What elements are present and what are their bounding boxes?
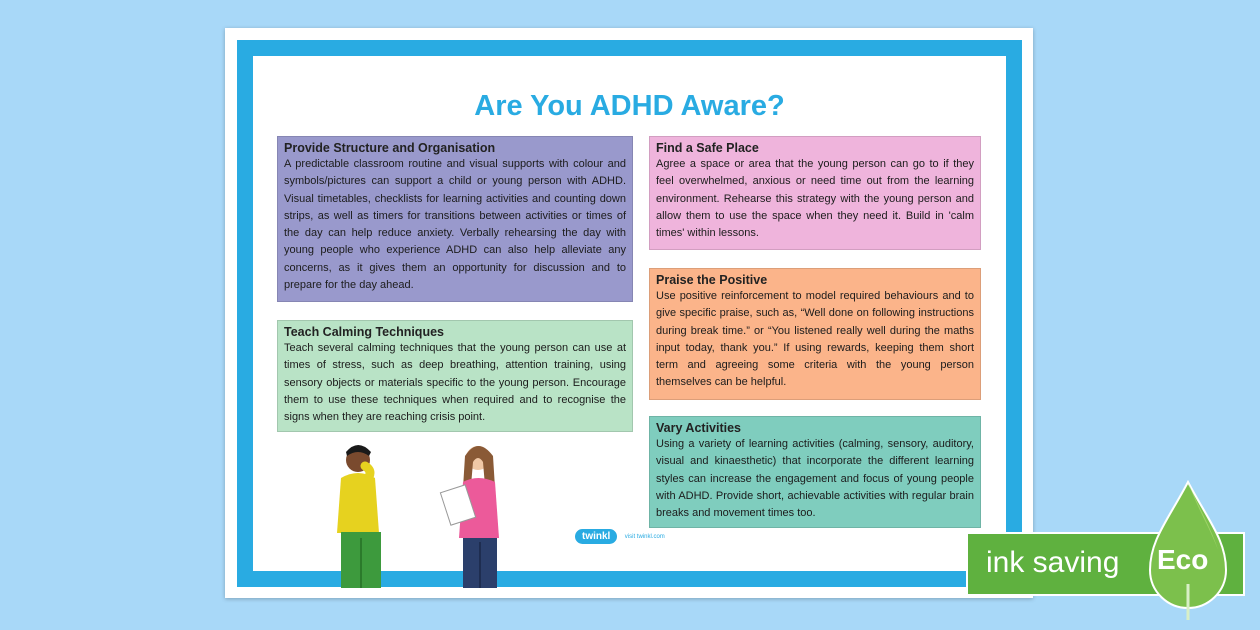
- ink-saving-label: ink saving: [986, 546, 1120, 579]
- section-calming: [277, 320, 633, 432]
- section-vary: [649, 416, 981, 528]
- section-heading: Find a Safe Place: [656, 141, 759, 155]
- section-body: Agree a space or area that the young person can go to if they feel overwhelmed, anxious or need time out from the learning environment. Rehearse this strategy with the young person and allow them to use the space when they need it. Build in 'calm times' within lessons.: [656, 158, 974, 240]
- twinkl-visit-text: visit twinkl.com: [624, 533, 665, 540]
- section-body: Using a variety of learning activities (calming, sensory, auditory, visual and kinaesthetic) that incorporate the different learning styles can increase the engagement and focus of young people with ADHD. Provide short, achievable activities with regular brain breaks and movement times too.: [656, 438, 974, 520]
- poster-title: Are You ADHD Aware?: [474, 90, 785, 122]
- section-safe-place: [649, 136, 981, 250]
- section-heading: Vary Activities: [656, 421, 742, 435]
- section-body: A predictable classroom routine and visual supports with colour and symbols/pictures can support a child or young person with ADHD. Visual timetables, checklists for learning activities and counting down strips, as well as timers for transitions between activities or times of the day can help reduce anxiety. Verbally rehearsing the day with young people who experience ADHD can also help alleviate any concerns, as it gives them an opportunity for discussion and to prepare for the day ahead.: [284, 158, 626, 292]
- section-body: Use positive reinforcement to model required behaviours and to give specific praise, such as, “Well done on following instructions during break time.” or “You listened really well during the maths input today, thank you.” If using rewards, keeping them short term and agreeing some criteria with the young person themselves can be helpful.: [656, 290, 974, 389]
- section-praise: [649, 268, 981, 400]
- poster-frame: [237, 40, 1022, 587]
- section-heading: Provide Structure and Organisation: [284, 141, 496, 155]
- poster-sheet: [225, 28, 1033, 598]
- section-structure: [277, 136, 633, 302]
- section-body: Teach several calming techniques that the young person can use at times of stress, such as deep breathing, attention training, using sensory objects or materials specific to the young person. Encourage them to use these techniques when required and to recognise the signs when they are reaching crisis point.: [284, 342, 626, 424]
- eco-text: Eco: [1157, 544, 1209, 575]
- section-heading: Teach Calming Techniques: [284, 325, 444, 339]
- section-heading: Praise the Positive: [656, 273, 768, 287]
- twinkl-brand: [575, 528, 665, 546]
- poster-content: [253, 56, 1006, 571]
- twinkl-logo: twinkl: [575, 529, 617, 544]
- students-illustration: [313, 438, 553, 588]
